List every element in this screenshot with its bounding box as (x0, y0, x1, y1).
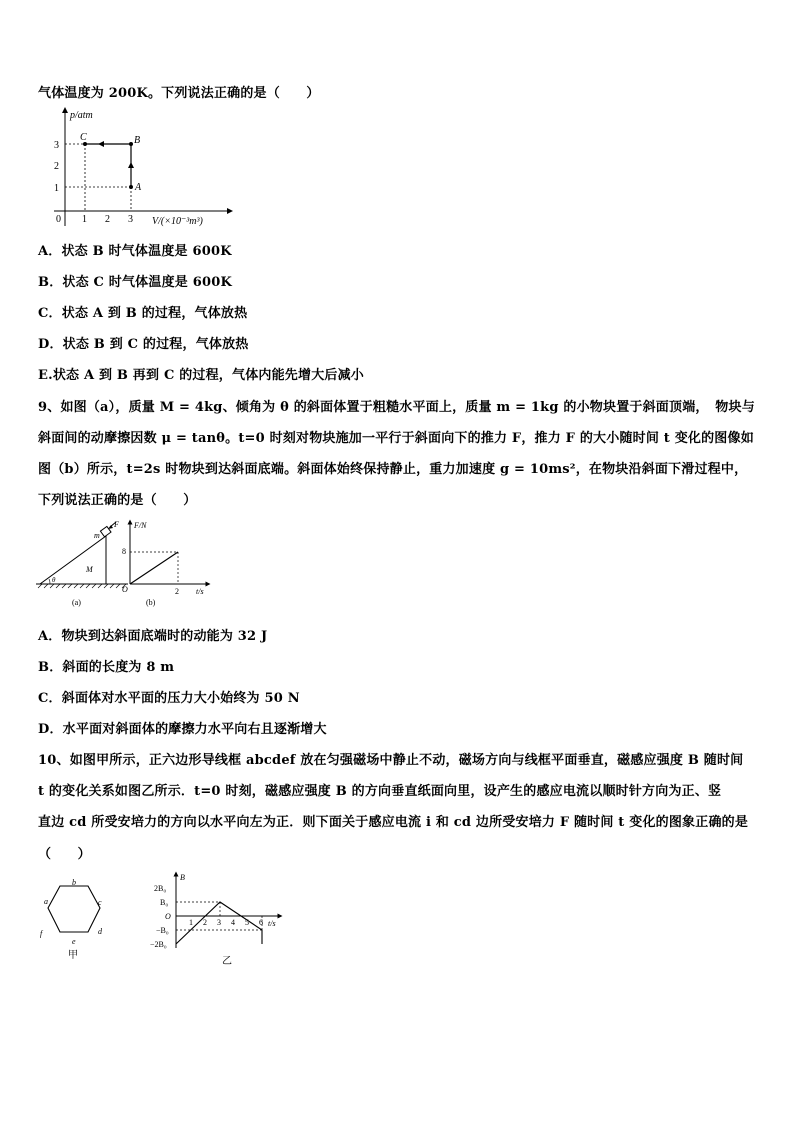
origin-label: O (122, 585, 128, 594)
q8-option-d: D．状态 B 到 C 的过程，气体放热 (38, 337, 249, 352)
figure-yi-caption: 乙 (222, 956, 232, 967)
point-c-label: C (80, 132, 87, 143)
q8-intro: 气体温度为 200K。下列说法正确的是（ ） (38, 86, 320, 101)
x-tick-2: 2 (203, 918, 207, 927)
vertex-e: e (72, 937, 76, 946)
x-tick-2: 2 (105, 214, 110, 225)
q10-figure-jia-hexagon (36, 876, 116, 972)
y-tick-neg-b0: −B₀ (156, 926, 169, 935)
x-tick-1: 1 (189, 918, 193, 927)
x-tick-1: 1 (82, 214, 87, 225)
q9-line-2: 斜面间的动摩擦因数 μ = tanθ。t=0 时刻对物块施加一平行于斜面向下的推力 F，推力 F 的大小随时间 t 变化的图像如 (38, 431, 754, 446)
x-tick-6: 6 (259, 918, 263, 927)
y-tick-o: O (165, 912, 171, 921)
vertex-b: b (72, 878, 76, 887)
point-a-label: A (135, 182, 142, 193)
q10-figure-yi-graph (140, 868, 290, 972)
figure-jia-caption: 甲 (68, 950, 78, 961)
q9-line-3: 图（b）所示，t=2s 时物块到达斜面底端。斜面体始终保持静止，重力加速度 g = 10ms²，在物块沿斜面下滑过程中， (38, 462, 748, 477)
force-line (130, 552, 178, 584)
q10-line-1: 10、如图甲所示，正六边形导线框 abcdef 放在匀强磁场中静止不动，磁场方向与线框平面垂直，磁感应强度 B 随时间 (38, 753, 744, 768)
x-axis-label: V/(×10⁻³m³) (152, 216, 203, 227)
force-label: F (114, 520, 119, 529)
mass-m-label: m (94, 531, 100, 540)
q10-line-3: 直边 cd 所受安培力的方向以水平向左为正．则下面关于感应电流 i 和 cd 边所受安培力 F 随时间 t 变化的图象正确的是 (38, 815, 749, 830)
vertex-c: c (98, 898, 102, 907)
x-tick-3: 3 (217, 918, 221, 927)
q8-option-b: B．状态 C 时气体温度是 600K (38, 275, 232, 290)
figure-b-caption: (b) (146, 598, 156, 607)
y-tick-2: 2 (54, 161, 59, 172)
q9-option-b: B．斜面的长度为 8 m (38, 660, 175, 675)
x-tick-3: 3 (128, 214, 133, 225)
y-axis-label: F/N (134, 521, 147, 530)
x-axis-label: t/s (196, 587, 204, 596)
y-tick-b0: B₀ (160, 898, 169, 907)
y-tick-8: 8 (122, 547, 126, 556)
x-tick-2: 2 (175, 587, 179, 596)
y-tick-3: 3 (54, 140, 59, 151)
q9-figure-a (34, 518, 130, 614)
y-axis-label: B (180, 873, 185, 882)
q9-option-a: A．物块到达斜面底端时的动能为 32 J (38, 629, 268, 644)
y-tick-2b0: 2B₀ (154, 884, 167, 893)
q8-option-a: A．状态 B 时气体温度是 600K (38, 244, 232, 259)
q9-figure-b (118, 518, 214, 614)
x-tick-0: 0 (56, 214, 61, 225)
hexagon-frame (48, 886, 100, 932)
y-tick-neg-2b0: −2B₀ (150, 940, 167, 949)
q9-option-c: C．斜面体对水平面的压力大小始终为 50 N (38, 691, 300, 706)
y-axis-label: p/atm (70, 110, 93, 121)
angle-label: θ (52, 576, 56, 584)
q10-line-2: t 的变化关系如图乙所示．t=0 时刻，磁感应强度 B 的方向垂直纸面向里，设产生的感应电流以顺时针方向为正、竖 (38, 784, 722, 799)
y-tick-1: 1 (54, 183, 59, 194)
vertex-f: f (40, 929, 43, 938)
q8-option-e: E.状态 A 到 B 再到 C 的过程，气体内能先增大后减小 (38, 368, 365, 383)
vertex-d: d (98, 927, 102, 936)
q9-line-1: 9、如图（a），质量 M = 4kg、倾角为 θ 的斜面体置于粗糙水平面上，质量 m = 1kg 的小物块置于斜面顶端， 物块与 (38, 400, 755, 415)
x-tick-5: 5 (245, 918, 249, 927)
q9-option-d: D．水平面对斜面体的摩擦力水平向右且逐渐增大 (38, 722, 327, 737)
point-b-label: B (134, 135, 141, 146)
q8-option-c: C．状态 A 到 B 的过程，气体放热 (38, 306, 248, 321)
q10-line-4: （ ） (38, 847, 91, 862)
q9-line-4: 下列说法正确的是（ ） (38, 493, 197, 508)
x-tick-4: 4 (231, 918, 235, 927)
figure-a-caption: (a) (72, 598, 81, 607)
incline-body (40, 536, 106, 584)
x-axis-label: t/s (268, 919, 276, 928)
q8-pv-graph (40, 104, 240, 238)
vertex-a: a (44, 897, 48, 906)
mass-M-label: M (86, 565, 93, 574)
